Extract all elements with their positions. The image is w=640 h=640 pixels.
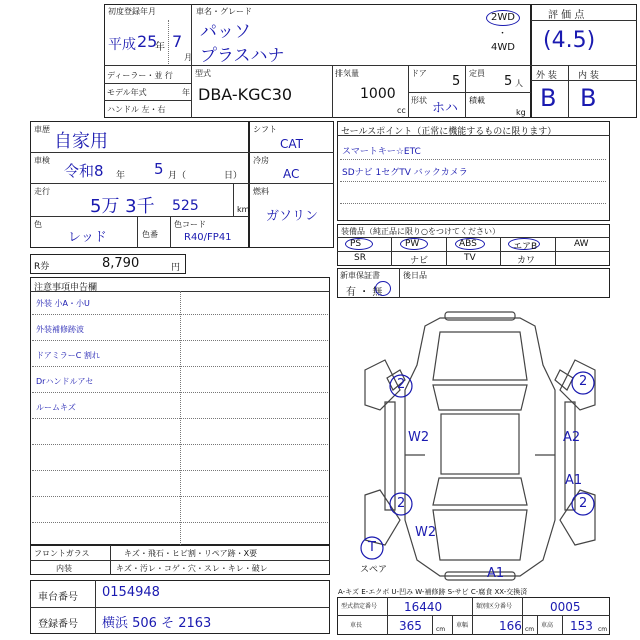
type-spec-label: 型式指定番号 [341, 603, 378, 610]
tire-label: T [368, 540, 376, 555]
spare-label: スペア [360, 565, 388, 575]
inspection-era: 令和8 [64, 162, 104, 180]
mileage-unit: km [237, 205, 250, 214]
note-2: 外装補修跡波 [36, 325, 84, 334]
mark-front-left-wheel: 2 [397, 377, 406, 392]
note-4: Drハンドルアセ [36, 377, 94, 386]
color-code-value: R40/FP41 [184, 232, 232, 243]
year-unit: 年 [155, 42, 165, 53]
category-label: 類別区分番号 [476, 603, 513, 610]
capacity-label: 定員 [469, 69, 485, 78]
mileage-sub: 525 [172, 198, 199, 214]
ac-value: AC [283, 167, 300, 181]
mileage-label: 走行 [34, 187, 50, 196]
reg-month: 7 [172, 32, 183, 51]
length-value: 365 [399, 619, 422, 633]
note-3: ドアミラーC 割れ [36, 351, 100, 360]
width-unit: cm [525, 626, 535, 633]
score-value: (4.5) [543, 28, 596, 53]
chassis-value: 0154948 [102, 585, 160, 600]
shift-label: シフト [253, 125, 277, 134]
width-label: 車幅 [456, 622, 469, 629]
height-value: 153 [570, 619, 593, 633]
color-no-label: 色番 [142, 230, 158, 239]
sales-point-1: スマートキー☆ETC [342, 147, 421, 157]
car-name: パッソ [200, 22, 251, 42]
note-5: ルームキズ [36, 403, 76, 412]
mark-rear-bumper: A1 [487, 566, 505, 581]
door-label: ドア [411, 69, 427, 78]
usage-label: 車歴 [34, 125, 50, 134]
height-unit: cm [598, 626, 608, 633]
chassis-label: 車台番号 [38, 592, 78, 603]
grade: プラスハナ [200, 46, 285, 66]
equip-abs: ABS [459, 239, 477, 249]
fuel-label: 燃料 [253, 187, 269, 196]
reg-year: 25 [137, 32, 158, 51]
front-glass-label: フロントガラス [34, 549, 90, 558]
shape-label: 形状 [411, 96, 427, 105]
length-label: 車長 [350, 622, 363, 629]
color-code-label: 色コード [174, 220, 206, 229]
mark-rear-right-wheel: 2 [579, 496, 588, 511]
note-1: 外装 小A・小U [36, 299, 90, 308]
mark-front-right-wheel: 2 [579, 374, 588, 389]
displacement-unit: cc [397, 106, 406, 115]
notes-label: 注意事項申告欄 [34, 283, 98, 293]
recycle-value: 8,790 [102, 256, 140, 271]
equip-navi: ナビ [410, 256, 429, 266]
car-diagram [345, 310, 615, 586]
equip-aw: AW [574, 239, 589, 249]
door-value: 5 [452, 74, 461, 89]
interior-row-label: 内装 [56, 564, 72, 573]
equip-sr: SR [354, 253, 366, 263]
displacement-value: 1000 [360, 86, 396, 102]
equipment-label: 装備品（純正品に限り○をつけてください） [341, 227, 500, 236]
inspection-month-unit: 月（ [168, 171, 187, 181]
damage-legend: A-キズ E-エクボ U-凹み W-補修跡 S-サビ C-腐食 XX-交換済 [338, 588, 528, 596]
height-label: 車高 [541, 622, 554, 629]
interior-grade: B [580, 84, 597, 112]
equip-leather: カワ [517, 256, 536, 266]
mark-rear-left-wheel: 2 [397, 496, 406, 511]
inspection-month: 5 [154, 160, 164, 178]
registration-label: 登録番号 [38, 619, 78, 630]
warranty-value: 有 ・ 無 [346, 287, 383, 298]
category-value: 0005 [550, 600, 581, 614]
mark-left-door: W2 [408, 430, 430, 445]
color-label: 色 [34, 220, 42, 229]
dealer-label: ディーラー・並 行 [107, 71, 173, 80]
front-glass-value: キズ・飛石・ヒビ割・リペア跡・X要 [124, 549, 258, 558]
capacity-unit: 人 [515, 79, 523, 88]
warranty-label: 新車保証書 [340, 271, 380, 280]
equip-tv: TV [464, 253, 476, 263]
mark-right-door: A2 [563, 430, 581, 445]
equip-ps: PS [350, 239, 362, 249]
warranty-nashi-circle [375, 281, 391, 296]
model-year-unit: 年 [182, 88, 190, 97]
shift-value: CAT [280, 137, 303, 151]
equip-airbag: エアB [513, 242, 538, 252]
drive-dot: ・ [498, 29, 508, 39]
era: 平成 [108, 37, 136, 53]
model-year-label: モデル年式 [107, 88, 147, 97]
capacity-value: 5 [504, 74, 513, 89]
drive-4wd: 4WD [491, 42, 515, 53]
mark-left-rear-quarter: W2 [415, 525, 437, 540]
displacement-label: 排気量 [335, 69, 359, 78]
car-name-label: 車名・グレード [196, 7, 252, 16]
month-unit: 月 [184, 53, 192, 62]
mark-right-rear-panel: A1 [565, 473, 583, 488]
color-value: レッド [68, 230, 107, 245]
drive-2wd: 2WD [491, 12, 515, 23]
type-label: 型式 [195, 69, 211, 78]
type-value: DBA-KGC30 [198, 85, 293, 104]
first-reg-label: 初度登録年月 [108, 7, 156, 16]
sales-point-2: SDナビ 1セグTV バックカメラ [342, 168, 468, 178]
interior-row-value: キズ・汚レ・コゲ・穴・スレ・キレ・破レ [116, 564, 268, 573]
inspection-year-unit: 年 [116, 171, 126, 181]
inspection-day-unit: 日） [224, 171, 243, 181]
type-spec-value: 16440 [404, 600, 443, 614]
equip-pw: PW [405, 239, 420, 249]
handle-label: ハンドル 左・右 [107, 105, 166, 114]
registration-value: 横浜 506 そ 2163 [102, 616, 212, 631]
fuel-value: ガソリン [266, 209, 319, 224]
sales-points-label: セールスポイント（正常に機能するものに限ります） [341, 127, 557, 137]
recycle-label: R券 [34, 262, 50, 272]
recycle-unit: 円 [171, 263, 181, 273]
interior-label: 内 装 [578, 71, 599, 81]
inspection-label: 車検 [34, 156, 50, 165]
width-value: 166 [499, 619, 522, 633]
ac-label: 冷房 [253, 156, 269, 165]
shape-value: ホハ [432, 101, 459, 116]
mileage-value: 5万 3千 [90, 196, 155, 217]
exterior-label: 外 装 [536, 71, 557, 81]
manual-label: 後日品 [403, 271, 427, 280]
usage-value: 自家用 [54, 131, 108, 152]
score-label: 評 価 点 [548, 10, 585, 21]
length-unit: cm [436, 626, 446, 633]
exterior-grade: B [540, 84, 557, 112]
load-unit: kg [516, 108, 526, 117]
load-label: 積載 [469, 96, 485, 105]
